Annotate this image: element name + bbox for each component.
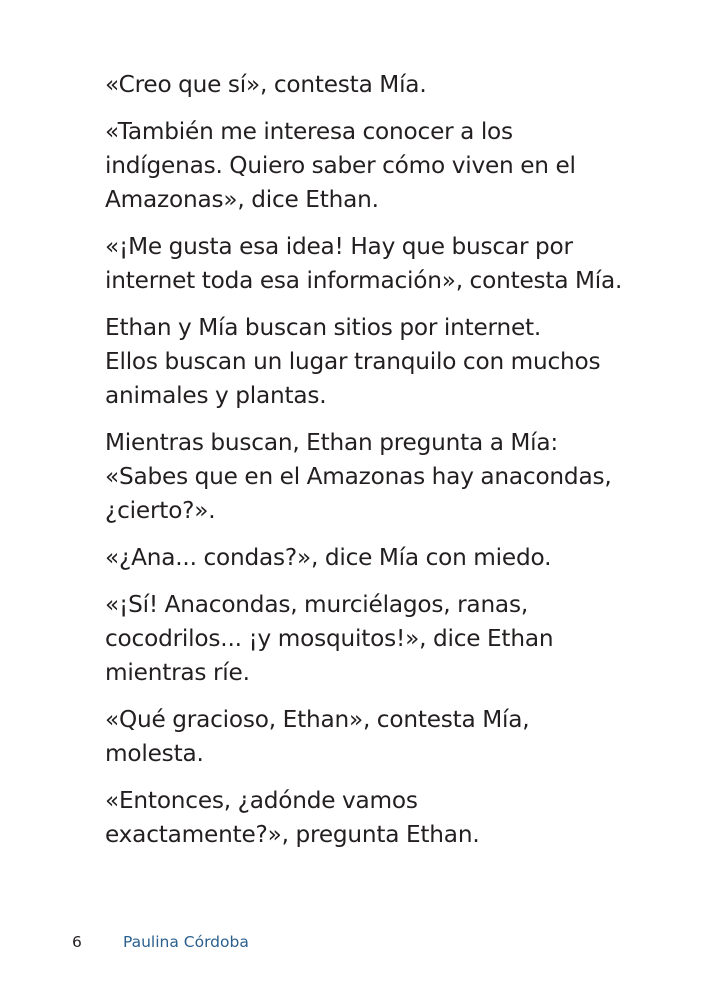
text-line: «¡Sí! Anacondas, murciélagos, ranas,: [105, 591, 528, 618]
page-number: 6: [72, 933, 82, 951]
text-line: «También me interesa conocer a los: [105, 118, 513, 145]
paragraph: [72, 784, 652, 852]
text-line: «Qué gracioso, Ethan», contesta Mía,: [105, 706, 530, 733]
paragraph: [72, 541, 652, 575]
text-line: «Sabes que en el Amazonas hay anacondas,: [105, 463, 612, 490]
text-line: «¿Ana... condas?», dice Mía con miedo.: [105, 544, 552, 571]
author-name: Paulina Córdoba: [122, 933, 249, 951]
text-line: mientras ríe.: [105, 659, 250, 686]
paragraph: [72, 115, 652, 217]
text-line: «Entonces, ¿adónde vamos: [105, 787, 418, 814]
text-line: cocodrilos... ¡y mosquitos!», dice Ethan: [105, 625, 554, 652]
page-footer: [72, 930, 249, 954]
paragraph: [72, 703, 652, 771]
text-line: «¡Me gusta esa idea! Hay que buscar por: [105, 233, 573, 260]
paragraph: [72, 230, 652, 298]
text-line: «Creo que sí», contesta Mía.: [105, 71, 427, 98]
text-line: Ethan y Mía buscan sitios por internet.: [105, 314, 542, 341]
text-line: indígenas. Quiero saber cómo viven en el: [105, 152, 576, 179]
paragraph: [72, 588, 652, 690]
text-line: Amazonas», dice Ethan.: [105, 186, 379, 213]
text-line: ¿cierto?».: [105, 497, 216, 524]
text-line: exactamente?», pregunta Ethan.: [105, 821, 480, 848]
paragraph: [72, 68, 652, 102]
text-line: Mientras buscan, Ethan pregunta a Mía:: [105, 429, 559, 456]
paragraph: [72, 311, 652, 413]
text-line: internet toda esa información», contesta Mía.: [105, 267, 623, 294]
story-text: [72, 68, 652, 865]
text-line: animales y plantas.: [105, 382, 327, 409]
text-line: molesta.: [105, 740, 204, 767]
text-line: Ellos buscan un lugar tranquilo con muchos: [105, 348, 601, 375]
paragraph: [72, 426, 652, 528]
